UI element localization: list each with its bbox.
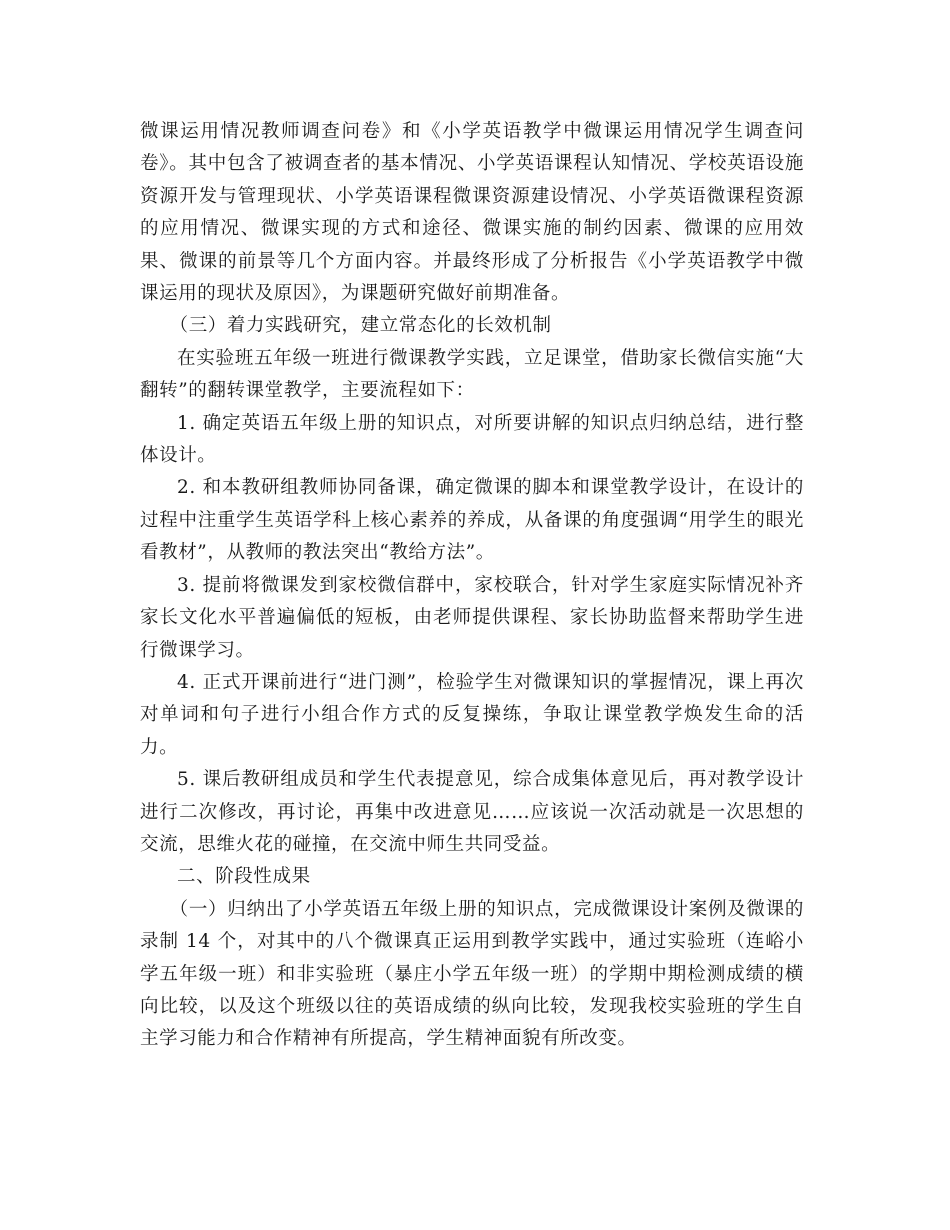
paragraph-results-1: （一）归纳出了小学英语五年级上册的知识点，完成微课设计案例及微课的录制 14 个，对其中的八个微课真正运用到教学实践中，通过实验班（连峪小学五年级一班）和非实验班（暴庄小学五年级一班）的学期中期检测成绩的横向比较，以及这个班级以往的英语成绩的纵向比较，发现我校实验班的学生自主学习能力和合作精神有所提高，学生精神面貌有所改变。 [140,898,804,1050]
list-item-step-3: 3. 提前将微课发到家校微信群中，家校联合，针对学生家庭实际情况补齐家长文化水平普遍偏低的短板，由老师提供课程、家长协助监督来帮助学生进行微课学习。 [140,574,804,661]
section-heading-practice: （三）着力实践研究，建立常态化的长效机制 [169,315,552,337]
section-heading-results: 二、阶段性成果 [177,866,311,888]
list-item-step-1: 1. 确定英语五年级上册的知识点，对所要讲解的知识点归纳总结，进行整体设计。 [140,412,804,467]
document-body [140,116,804,1056]
list-item-step-2: 2. 和本教研组教师协同备课，确定微课的脚本和课堂教学设计，在设计的过程中注重学生英语学科上核心素养的养成，从备课的角度强调“用学生的眼光看教材”，从教师的教法突出“教给方法”。 [140,477,804,564]
list-item-step-5: 5. 课后教研组成员和学生代表提意见，综合成集体意见后，再对教学设计进行二次修改，再讨论，再集中改进意见……应该说一次活动就是一次思想的交流，思维火花的碰撞，在交流中师生共同受益。 [140,769,804,855]
list-item-step-4: 4. 正式开课前进行“进门测”，检验学生对微课知识的掌握情况，课上再次对单词和句子进行小组合作方式的反复操练，争取让课堂教学焕发生命的活力。 [140,671,804,758]
paragraph-survey-continuation: 微课运用情况教师调查问卷》和《小学英语教学中微课运用情况学生调查问卷》。其中包含了被调查者的基本情况、小学英语课程认知情况、学校英语设施资源开发与管理现状、小学英语课程微课资源建设情况、小学英语微课程资源的应用情况、微课实现的方式和途径、微课实施的制约因素、微课的应用效果、微课的前景等几个方面内容。并最终形成了分析报告《小学英语教学中微课运用的现状及原因》，为课题研究做好前期准备。 [140,121,804,305]
paragraph-practice-intro: 在实验班五年级一班进行微课教学实践，立足课堂，借助家长微信实施“大翻转”的翻转课堂教学，主要流程如下： [140,347,804,402]
